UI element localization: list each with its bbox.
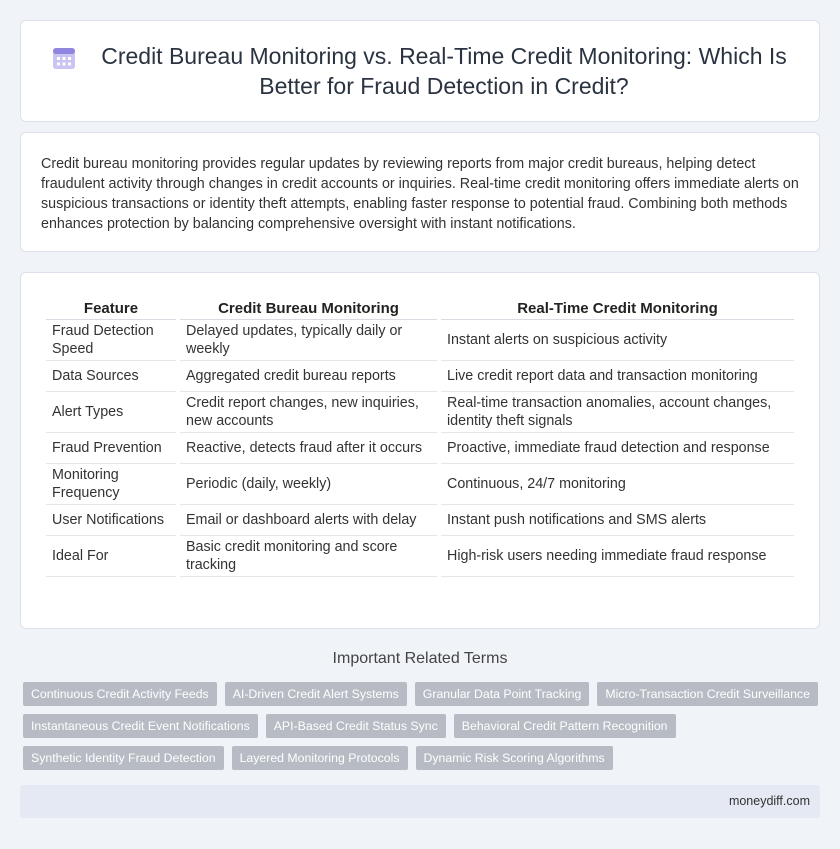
table-row: [46, 361, 794, 392]
comparison-table: [42, 293, 798, 577]
table-row: [46, 464, 794, 505]
header-credit-bureau: Credit Bureau Monitoring: [180, 293, 437, 320]
related-terms-title: Important Related Terms: [332, 650, 508, 667]
tag[interactable]: Dynamic Risk Scoring Algorithms: [416, 746, 613, 770]
tag[interactable]: Continuous Credit Activity Feeds: [23, 682, 217, 706]
tag-row: [23, 714, 676, 738]
row-bureau-value: Delayed updates, typically daily or weekly: [180, 320, 437, 361]
row-feature: Data Sources: [46, 361, 176, 392]
header-feature: Feature: [46, 293, 176, 320]
row-realtime-value: Instant alerts on suspicious activity: [441, 320, 794, 361]
tag[interactable]: Micro-Transaction Credit Surveillance: [597, 682, 818, 706]
row-bureau-value: Credit report changes, new inquiries, new accounts: [180, 392, 437, 433]
row-feature: Fraud Detection Speed: [46, 320, 176, 361]
table-row: [46, 320, 794, 361]
row-bureau-value: Aggregated credit bureau reports: [180, 361, 437, 392]
tag[interactable]: Behavioral Credit Pattern Recognition: [454, 714, 676, 738]
header-real-time: Real-Time Credit Monitoring: [441, 293, 794, 320]
tag[interactable]: Instantaneous Credit Event Notifications: [23, 714, 258, 738]
page-title: Credit Bureau Monitoring vs. Real-Time Credit Monitoring: Which Is Better for Fraud Detection in Credit?: [101, 43, 787, 99]
row-realtime-value: Real-time transaction anomalies, account changes, identity theft signals: [441, 392, 794, 433]
row-bureau-value: Email or dashboard alerts with delay: [180, 505, 437, 536]
row-bureau-value: Periodic (daily, weekly): [180, 464, 437, 505]
tag-row: [23, 746, 613, 770]
row-feature: Fraud Prevention: [46, 433, 176, 464]
table-row: [46, 536, 794, 577]
table-row: [46, 392, 794, 433]
row-realtime-value: Live credit report data and transaction monitoring: [441, 361, 794, 392]
calendar-icon: [51, 45, 77, 71]
summary-text: Credit bureau monitoring provides regular updates by reviewing reports from major credit bureaus, helping detect fraudulent activity through changes in credit accounts or inquiries. Real-time credit monitoring offers immediate alerts on suspicious transactions or identity theft attempts, enabling faster response to potential fraud. Combining both methods enhances protection by balancing comprehensive oversight with instant notifications.: [41, 156, 799, 232]
row-realtime-value: Continuous, 24/7 monitoring: [441, 464, 794, 505]
row-realtime-value: High-risk users needing immediate fraud response: [441, 536, 794, 577]
row-bureau-value: Reactive, detects fraud after it occurs: [180, 433, 437, 464]
row-feature: Monitoring Frequency: [46, 464, 176, 505]
row-realtime-value: Proactive, immediate fraud detection and response: [441, 433, 794, 464]
tag-row: [23, 682, 818, 706]
row-realtime-value: Instant push notifications and SMS alerts: [441, 505, 794, 536]
row-feature: User Notifications: [46, 505, 176, 536]
summary-card: [20, 132, 820, 252]
tag[interactable]: Granular Data Point Tracking: [415, 682, 590, 706]
tag[interactable]: API-Based Credit Status Sync: [266, 714, 446, 738]
table-header-row: [46, 293, 794, 320]
row-bureau-value: Basic credit monitoring and score tracking: [180, 536, 437, 577]
tag[interactable]: Layered Monitoring Protocols: [232, 746, 408, 770]
footer-site-link[interactable]: moneydiff.com: [728, 794, 810, 808]
tag[interactable]: Synthetic Identity Fraud Detection: [23, 746, 224, 770]
table-row: [46, 433, 794, 464]
comparison-card: [20, 272, 820, 629]
tag[interactable]: AI-Driven Credit Alert Systems: [225, 682, 407, 706]
footer: [20, 785, 820, 818]
title-card: [20, 20, 820, 122]
row-feature: Ideal For: [46, 536, 176, 577]
table-row: [46, 505, 794, 536]
row-feature: Alert Types: [46, 392, 176, 433]
